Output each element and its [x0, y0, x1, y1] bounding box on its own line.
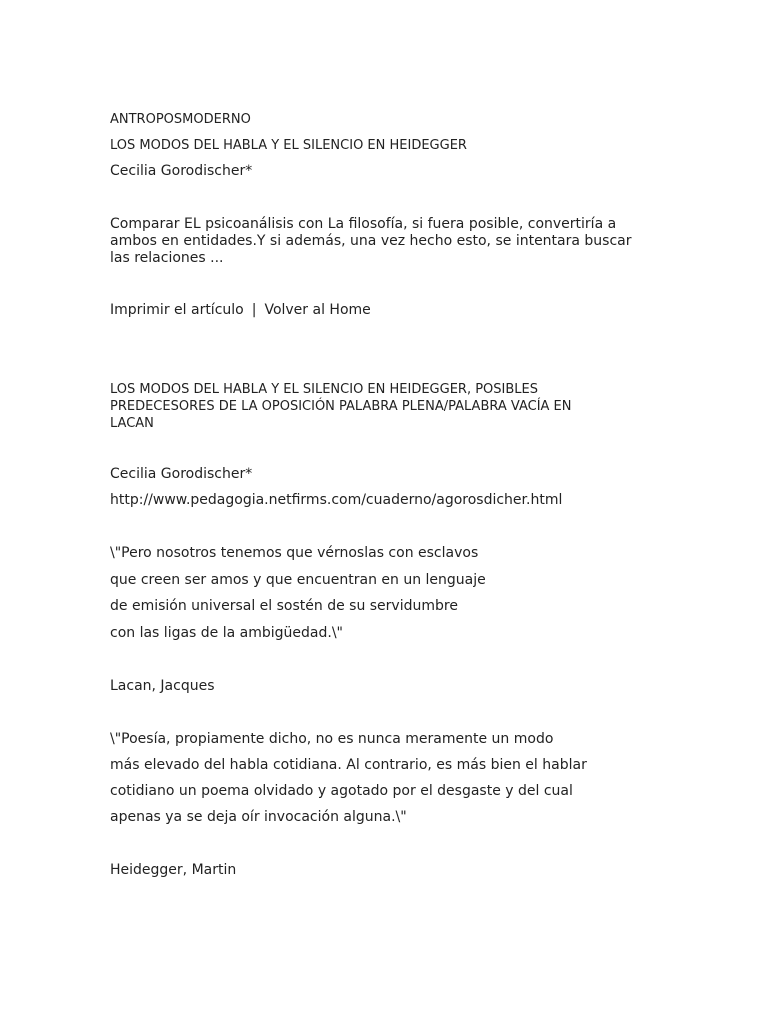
- link-separator: |: [251, 302, 257, 318]
- print-article-link[interactable]: Imprimir el artículo: [110, 302, 244, 318]
- quote-line: cotidiano un poema olvidado y agotado por el desgaste y del cual: [110, 783, 573, 799]
- quote-line: apenas ya se deja oír invocación alguna.\": [110, 809, 407, 825]
- quote-line: que creen ser amos y que encuentran en un lenguaje: [110, 572, 486, 588]
- quote-line: más elevado del habla cotidiana. Al contrario, es más bien el hablar: [110, 757, 587, 773]
- summary-line: las relaciones ...: [110, 250, 224, 266]
- page-title: LOS MODOS DEL HABLA Y EL SILENCIO EN HEIDEGGER: [110, 138, 467, 153]
- quote-line: con las ligas de la ambigüedad.\": [110, 625, 343, 641]
- summary-line: Comparar EL psicoanálisis con La filosofía, si fuera posible, convertiría a: [110, 216, 617, 232]
- article-links: [110, 302, 371, 319]
- source-url: http://www.pedagogia.netfirms.com/cuaderno/agorosdicher.html: [110, 492, 563, 508]
- quote-line: \"Pero nosotros tenemos que vérnoslas con esclavos: [110, 545, 479, 561]
- summary-line: ambos en entidades.Y si además, una vez hecho esto, se intentara buscar: [110, 233, 632, 249]
- quote-attribution: Heidegger, Martin: [110, 862, 237, 878]
- quote-line: \"Poesía, propiamente dicho, no es nunca meramente un modo: [110, 731, 554, 747]
- home-link[interactable]: Volver al Home: [264, 302, 371, 318]
- quote-line: de emisión universal el sostén de su servidumbre: [110, 598, 458, 614]
- author-name: Cecilia Gorodischer*: [110, 163, 253, 179]
- article-author: Cecilia Gorodischer*: [110, 466, 253, 482]
- site-name: ANTROPOSMODERNO: [110, 112, 251, 127]
- quote-attribution: Lacan, Jacques: [110, 678, 215, 694]
- article-title-line: LOS MODOS DEL HABLA Y EL SILENCIO EN HEIDEGGER, POSIBLES: [110, 382, 538, 397]
- article-title-line: PREDECESORES DE LA OPOSICIÓN PALABRA PLENA/PALABRA VACÍA EN: [110, 399, 572, 414]
- article-title-line: LACAN: [110, 416, 154, 431]
